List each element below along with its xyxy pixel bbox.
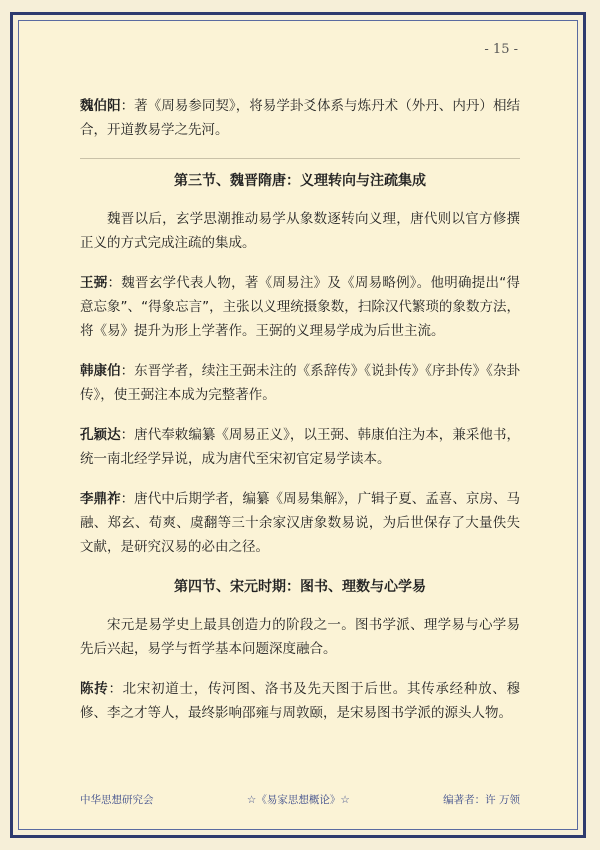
entry-wei-boyang	[80, 94, 520, 142]
footer-organization: 中华思想研究会	[80, 794, 154, 806]
section-intro-3: 魏晋以后，玄学思潮推动易学从象数逐转向义理，唐代则以官方修撰正义的方式完成注疏的集成。	[80, 211, 520, 251]
entry-kong-yingda	[80, 423, 520, 471]
page-footer	[80, 792, 520, 807]
footer-author: 编著者：许 万领	[443, 794, 520, 806]
entry-wang-bi	[80, 271, 520, 343]
footer-book-title: ☆《易家思想概论》☆	[246, 794, 350, 806]
entry-name: 韩康伯	[80, 363, 121, 379]
entry-text: ：著《周易参同契》，将易学卦爻体系与炼丹术（外丹、内丹）相结合，开道教易学之先河。	[80, 98, 521, 138]
section-divider	[80, 158, 520, 159]
section-intro-4: 宋元是易学史上最具创造力的阶段之一。图书学派、理学易与心学易先后兴起，易学与哲学基本问题深度融合。	[80, 617, 520, 657]
entry-text: ：北宋初道士，传河图、洛书及先天图于后世。其传承经种放、穆修、李之才等人，最终影响邵雍与周敦颐，是宋易图书学派的源头人物。	[80, 681, 521, 721]
section-title-3: 第三节、魏晋隋唐：义理转向与注疏集成	[174, 173, 426, 189]
entry-text: ：东晋学者，续注王弼未注的《系辞传》《说卦传》《序卦传》《杂卦传》，使王弼注本成为完整著作。	[80, 363, 521, 403]
entry-text: ：魏晋玄学代表人物，著《周易注》及《周易略例》。他明确提出“得意忘象”、“得象忘言”，主张以义理统摄象数，扫除汉代繁琐的象数方法，将《易》提升为形上学著作。王弼的义理易学成为后世主流。	[80, 275, 520, 339]
entry-name: 魏伯阳	[80, 98, 121, 114]
entry-han-kangbo	[80, 359, 520, 407]
entry-li-dingzuo	[80, 487, 520, 559]
section-title-4: 第四节、宋元时期：图书、理数与心学易	[174, 579, 426, 595]
entry-name: 王弼	[80, 275, 108, 291]
entry-name: 李鼎祚	[80, 491, 121, 507]
entry-text: ：唐代中后期学者，编纂《周易集解》，广辑子夏、孟喜、京房、马融、郑玄、荀爽、虞翻等三十余家汉唐象数易说，为后世保存了大量佚失文献，是研究汉易的必由之径。	[80, 491, 521, 555]
page-number: - 15 -	[484, 42, 518, 57]
entry-text: ：唐代奉敕编纂《周易正义》，以王弼、韩康伯注为本，兼采他书，统一南北经学异说，成为唐代至宋初官定易学读本。	[80, 427, 521, 467]
page-content	[80, 94, 520, 741]
entry-chen-tuan	[80, 677, 520, 725]
entry-name: 陈抟	[80, 681, 109, 697]
entry-name: 孔颖达	[80, 427, 121, 443]
